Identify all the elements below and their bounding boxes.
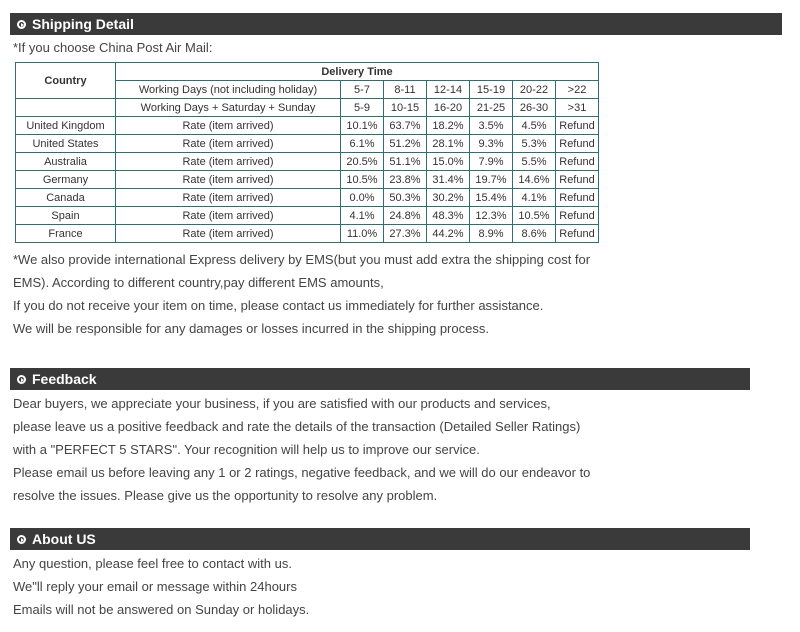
working-sat-cell: 10-15 xyxy=(384,99,427,117)
shipping-note-line: EMS). According to different country,pay different EMS amounts, xyxy=(13,275,384,290)
shipping-note-line: We will be responsible for any damages or losses incurred in the shipping process. xyxy=(13,321,489,336)
working-sat-cell: 21-25 xyxy=(470,99,513,117)
rate-label-cell: Rate (item arrived) xyxy=(116,135,341,153)
rate-label-cell: Rate (item arrived) xyxy=(116,117,341,135)
delivery-time-header: Delivery Time xyxy=(116,63,599,81)
rate-cell: 44.2% xyxy=(427,225,470,243)
rate-cell: 4.5% xyxy=(513,117,556,135)
rate-cell: 30.2% xyxy=(427,189,470,207)
rate-cell: 51.1% xyxy=(384,153,427,171)
feedback-line: with a "PERFECT 5 STARS". Your recognition will help us to improve our service. xyxy=(13,442,480,457)
rate-cell: 4.1% xyxy=(341,207,384,225)
rate-cell: 10.1% xyxy=(341,117,384,135)
circle-arrow-icon xyxy=(17,20,26,29)
rate-cell: Refund xyxy=(556,171,599,189)
country-cell: United States xyxy=(16,135,116,153)
rate-cell: Refund xyxy=(556,153,599,171)
working-days-cell: 5-7 xyxy=(341,81,384,99)
country-cell xyxy=(16,99,116,117)
shipping-note-line: If you do not receive your item on time, please contact us immediately for further assistance. xyxy=(13,298,544,313)
shipping-intro: *If you choose China Post Air Mail: xyxy=(13,40,213,55)
rate-cell: 4.1% xyxy=(513,189,556,207)
rate-cell: Refund xyxy=(556,117,599,135)
about-line: We"ll reply your email or message within 24hours xyxy=(13,579,297,594)
working-days-cell: 12-14 xyxy=(427,81,470,99)
rate-cell: 20.5% xyxy=(341,153,384,171)
rate-label-cell: Rate (item arrived) xyxy=(116,225,341,243)
rate-cell: 51.2% xyxy=(384,135,427,153)
table-row xyxy=(16,117,599,135)
country-cell: Germany xyxy=(16,171,116,189)
table-row xyxy=(16,207,599,225)
rate-cell: 14.6% xyxy=(513,171,556,189)
circle-arrow-icon xyxy=(17,375,26,384)
rate-cell: 10.5% xyxy=(513,207,556,225)
rate-cell: 27.3% xyxy=(384,225,427,243)
shipping-table xyxy=(15,62,599,243)
feedback-title: Feedback xyxy=(32,371,97,387)
shipping-note-line: *We also provide international Express delivery by EMS(but you must add extra the shipping cost for xyxy=(13,252,591,267)
about-line: Any question, please feel free to contact with us. xyxy=(13,556,292,571)
rate-cell: 5.5% xyxy=(513,153,556,171)
rate-cell: 50.3% xyxy=(384,189,427,207)
rate-cell: 15.4% xyxy=(470,189,513,207)
rate-cell: 6.1% xyxy=(341,135,384,153)
rate-cell: 48.3% xyxy=(427,207,470,225)
table-row xyxy=(16,225,599,243)
rate-cell: Refund xyxy=(556,225,599,243)
rate-label-cell: Rate (item arrived) xyxy=(116,207,341,225)
country-cell: United Kingdom xyxy=(16,117,116,135)
country-cell: Australia xyxy=(16,153,116,171)
shipping-notes xyxy=(13,248,590,340)
working-days-label: Working Days (not including holiday) xyxy=(116,81,341,99)
shipping-detail-title: Shipping Detail xyxy=(32,16,134,32)
feedback-line: please leave us a positive feedback and rate the details of the transaction (Detailed Seller Ratings) xyxy=(13,419,581,434)
feedback-line: Please email us before leaving any 1 or 2 ratings, negative feedback, and we will do our endeavor to xyxy=(13,465,591,480)
rate-cell: 19.7% xyxy=(470,171,513,189)
about-header xyxy=(10,528,750,550)
country-cell: France xyxy=(16,225,116,243)
circle-arrow-icon xyxy=(17,535,26,544)
feedback-text xyxy=(13,392,590,507)
rate-cell: Refund xyxy=(556,207,599,225)
table-row xyxy=(16,135,599,153)
rate-cell: 8.9% xyxy=(470,225,513,243)
rate-cell: 28.1% xyxy=(427,135,470,153)
country-header: Country xyxy=(16,63,116,99)
working-sat-cell: 26-30 xyxy=(513,99,556,117)
about-text xyxy=(13,552,309,621)
feedback-header xyxy=(10,368,750,390)
rate-cell: 11.0% xyxy=(341,225,384,243)
rate-cell: 18.2% xyxy=(427,117,470,135)
rate-cell: Refund xyxy=(556,135,599,153)
rate-cell: 5.3% xyxy=(513,135,556,153)
rate-cell: 0.0% xyxy=(341,189,384,207)
about-title: About US xyxy=(32,531,96,547)
working-sat-label: Working Days + Saturday + Sunday xyxy=(116,99,341,117)
rate-cell: 31.4% xyxy=(427,171,470,189)
rate-cell: 10.5% xyxy=(341,171,384,189)
working-days-cell: 8-11 xyxy=(384,81,427,99)
rate-label-cell: Rate (item arrived) xyxy=(116,189,341,207)
table-row xyxy=(16,171,599,189)
rate-cell: 7.9% xyxy=(470,153,513,171)
working-sat-cell: 5-9 xyxy=(341,99,384,117)
rate-cell: 24.8% xyxy=(384,207,427,225)
working-days-cell: >22 xyxy=(556,81,599,99)
feedback-line: Dear buyers, we appreciate your business, if you are satisfied with our products and services, xyxy=(13,396,551,411)
about-line: Emails will not be answered on Sunday or holidays. xyxy=(13,602,310,617)
rate-rows xyxy=(16,117,599,243)
rate-cell: 23.8% xyxy=(384,171,427,189)
country-cell: Canada xyxy=(16,189,116,207)
working-sat-cell: 16-20 xyxy=(427,99,470,117)
shipping-detail-header xyxy=(10,13,782,35)
working-days-cell: 15-19 xyxy=(470,81,513,99)
working-days-cell: 20-22 xyxy=(513,81,556,99)
working-sat-cell: >31 xyxy=(556,99,599,117)
rate-cell: 15.0% xyxy=(427,153,470,171)
rate-cell: 3.5% xyxy=(470,117,513,135)
rate-label-cell: Rate (item arrived) xyxy=(116,171,341,189)
table-row xyxy=(16,153,599,171)
table-row xyxy=(16,189,599,207)
rate-cell: 9.3% xyxy=(470,135,513,153)
rate-cell: 8.6% xyxy=(513,225,556,243)
country-cell: Spain xyxy=(16,207,116,225)
rate-cell: 63.7% xyxy=(384,117,427,135)
rate-cell: Refund xyxy=(556,189,599,207)
rate-label-cell: Rate (item arrived) xyxy=(116,153,341,171)
feedback-line: resolve the issues. Please give us the opportunity to resolve any problem. xyxy=(13,488,438,503)
rate-cell: 12.3% xyxy=(470,207,513,225)
